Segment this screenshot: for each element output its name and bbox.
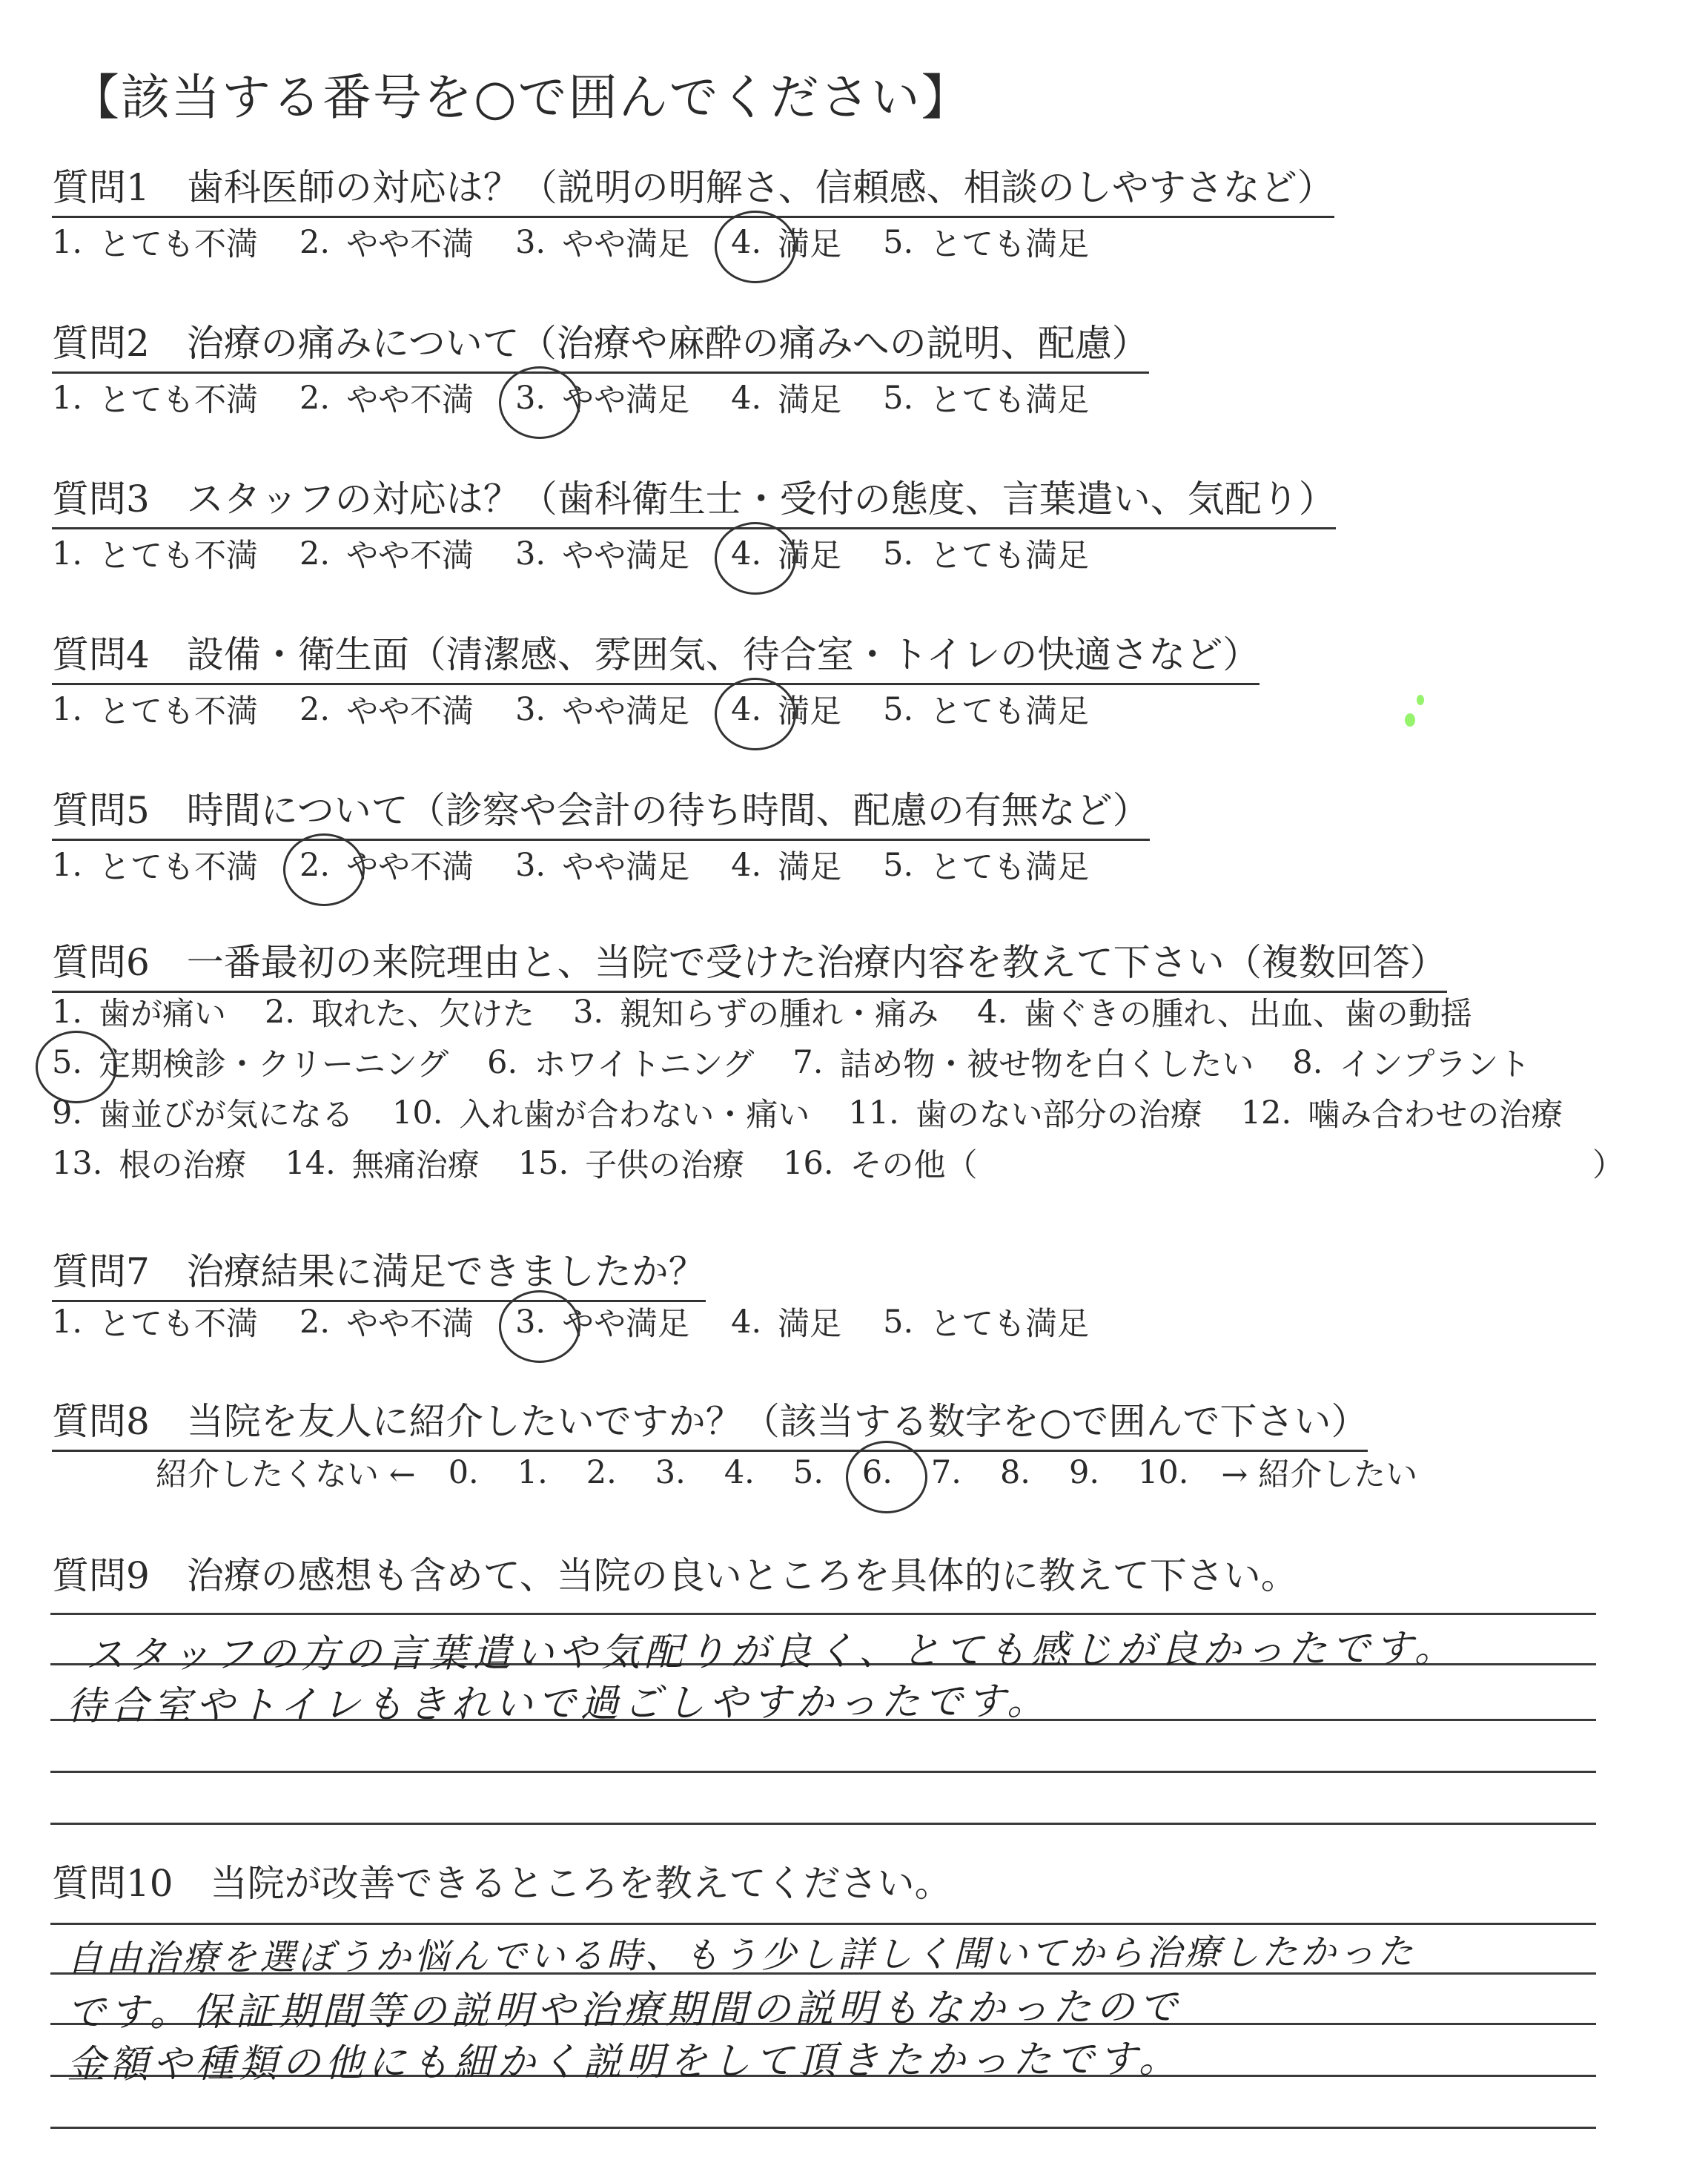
selection-circle: 4. xyxy=(731,535,762,572)
q9-answer-line-2[interactable]: 待合室やトイレもきれいで過ごしやすかったです。 xyxy=(66,1679,1050,1729)
option-4[interactable]: 4. 満足 xyxy=(731,846,842,886)
question-6-row-2 xyxy=(52,1040,1530,1085)
option-4[interactable]: 4. 満足 xyxy=(731,1303,842,1343)
q6-option-4[interactable]: 4. 歯ぐきの腫れ、出血、歯の動揺 xyxy=(977,993,1472,1033)
option-1[interactable]: 1. とても不満 xyxy=(52,846,259,886)
score-0[interactable]: 0. xyxy=(448,1453,479,1491)
scale-left-label: 紹介したくない ← xyxy=(156,1456,416,1493)
instruction-heading: 【該当する番号を○で囲んでください】 xyxy=(70,69,972,126)
option-4[interactable]: 4. 満足 xyxy=(731,535,842,575)
option-2[interactable]: 2. やや不満 xyxy=(299,223,474,263)
option-5[interactable]: 5. とても満足 xyxy=(883,846,1090,886)
selection-circle: 3. xyxy=(515,379,546,417)
q10-answer-line-3[interactable]: 金額や種類の他にも細かく説明をして頂きたかったです。 xyxy=(66,2037,1182,2087)
score-6[interactable] xyxy=(862,1454,893,1491)
question-5-options xyxy=(52,842,1089,888)
option-2[interactable]: 2. やや不満 xyxy=(299,846,474,886)
score-3[interactable]: 3. xyxy=(655,1453,686,1491)
question-4-options xyxy=(52,687,1089,732)
answer-line xyxy=(50,1823,1596,1825)
highlighter-spot xyxy=(1405,713,1415,727)
option-1[interactable]: 1. とても不満 xyxy=(52,379,259,419)
selection-circle: 3. xyxy=(515,1303,546,1341)
option-3[interactable]: 3. やや満足 xyxy=(515,690,690,730)
score-2[interactable]: 2. xyxy=(586,1453,617,1491)
option-5[interactable]: 5. とても満足 xyxy=(883,535,1090,575)
score-7[interactable]: 7. xyxy=(930,1453,961,1491)
question-1-heading: 質問1 歯科医師の対応は？（説明の明解さ、信頼感、相談のしやすさなど） xyxy=(52,158,1334,218)
score-5[interactable]: 5. xyxy=(792,1453,824,1491)
option-3[interactable]: 3. やや満足 xyxy=(515,1303,690,1343)
question-5-heading: 質問5 時間について（診察や会計の待ち時間、配慮の有無など） xyxy=(52,781,1150,841)
answer-line xyxy=(50,1613,1596,1615)
option-5[interactable]: 5. とても満足 xyxy=(883,223,1090,263)
question-7-heading: 質問7 治療結果に満足できましたか？ xyxy=(52,1242,706,1302)
q6-option-10[interactable]: 10. 入れ歯が合わない・痛い xyxy=(392,1094,810,1134)
q10-answer-line-1[interactable]: 自由治療を選ぼうか悩んでいる時、もう少し詳しく聞いてから治療したかった xyxy=(66,1931,1417,1980)
selection-circle: 5. xyxy=(52,1043,83,1081)
score-8[interactable]: 8. xyxy=(999,1453,1030,1491)
question-10-heading: 質問10 当院が改善できるところを教えてください。 xyxy=(52,1862,952,1905)
q6-option-14[interactable]: 14. 無痛治療 xyxy=(285,1144,480,1184)
question-8-scale xyxy=(156,1450,1417,1495)
answer-line xyxy=(50,2127,1596,2129)
q6-option-9[interactable]: 9. 歯並びが気になる xyxy=(52,1094,354,1134)
option-5[interactable]: 5. とても満足 xyxy=(883,1303,1090,1343)
option-3[interactable]: 3. やや満足 xyxy=(515,379,690,419)
answer-line xyxy=(50,1771,1596,1773)
option-3[interactable]: 3. やや満足 xyxy=(515,223,690,263)
option-2[interactable]: 2. やや不満 xyxy=(299,535,474,575)
question-9-heading: 質問9 治療の感想も含めて、当院の良いところを具体的に教えて下さい。 xyxy=(52,1554,1298,1597)
option-1[interactable]: 1. とても不満 xyxy=(52,223,259,263)
q6-option-13[interactable]: 13. 根の治療 xyxy=(52,1144,247,1184)
q6-option-3[interactable]: 3. 親知らずの腫れ・痛み xyxy=(573,993,939,1033)
option-4[interactable]: 4. 満足 xyxy=(731,690,842,730)
other-close-paren: ） xyxy=(1592,1147,1624,1184)
option-3[interactable]: 3. やや満足 xyxy=(515,846,690,886)
q6-option-1[interactable]: 1. 歯が痛い xyxy=(52,993,227,1033)
question-2-heading: 質問2 治療の痛みについて（治療や麻酔の痛みへの説明、配慮） xyxy=(52,314,1149,374)
option-2[interactable]: 2. やや不満 xyxy=(299,379,474,419)
question-7-options xyxy=(52,1299,1089,1344)
option-5[interactable]: 5. とても満足 xyxy=(883,379,1090,419)
question-6-heading: 質問6 一番最初の来院理由と、当院で受けた治療内容を教えて下さい（複数回答） xyxy=(52,933,1447,993)
question-1-options xyxy=(52,219,1089,265)
question-8-heading: 質問8 当院を友人に紹介したいですか？（該当する数字を○で囲んで下さい） xyxy=(52,1392,1368,1452)
question-3-heading: 質問3 スタッフの対応は？（歯科衛生士・受付の態度、言葉遣い、気配り） xyxy=(52,469,1336,529)
question-4-heading: 質問4 設備・衛生面（清潔感、雰囲気、待合室・トイレの快適さなど） xyxy=(52,625,1260,685)
score-1[interactable]: 1. xyxy=(517,1453,548,1491)
option-2[interactable]: 2. やや不満 xyxy=(299,1303,474,1343)
question-6-row-1 xyxy=(52,989,1472,1034)
q6-option-2[interactable]: 2. 取れた、欠けた xyxy=(265,993,535,1033)
option-1[interactable]: 1. とても不満 xyxy=(52,535,259,575)
option-1[interactable]: 1. とても不満 xyxy=(52,1303,259,1343)
q6-option-12[interactable]: 12. 噛み合わせの治療 xyxy=(1240,1094,1563,1134)
option-5[interactable]: 5. とても満足 xyxy=(883,690,1090,730)
question-2-options xyxy=(52,375,1089,420)
q6-option-5[interactable]: 5. 定期検診・クリーニング xyxy=(52,1043,449,1083)
q6-option-16[interactable]: 16. その他（ xyxy=(783,1144,978,1184)
question-6-row-3 xyxy=(52,1090,1563,1135)
q6-option-15[interactable]: 15. 子供の治療 xyxy=(517,1144,745,1184)
score-4[interactable]: 4. xyxy=(724,1453,755,1491)
score-10[interactable]: 10. xyxy=(1138,1453,1189,1491)
selection-circle: 4. xyxy=(731,223,762,261)
highlighter-spot xyxy=(1417,695,1424,705)
question-3-options xyxy=(52,531,1089,576)
q6-option-6[interactable]: 6. ホワイトニング xyxy=(487,1043,755,1083)
q6-option-11[interactable]: 11. 歯のない部分の治療 xyxy=(848,1094,1202,1134)
question-6-row-4 xyxy=(52,1140,978,1186)
option-3[interactable]: 3. やや満足 xyxy=(515,535,690,575)
selection-circle: 4. xyxy=(731,690,762,728)
q10-answer-line-2[interactable]: です。保証期間等の説明や治療期間の説明もなかったので xyxy=(66,1985,1182,2035)
score-9[interactable]: 9. xyxy=(1068,1453,1100,1491)
option-4[interactable]: 4. 満足 xyxy=(731,223,842,263)
option-1[interactable]: 1. とても不満 xyxy=(52,690,259,730)
selection-circle: 6. xyxy=(861,1453,893,1491)
option-2[interactable]: 2. やや不満 xyxy=(299,690,474,730)
q9-answer-line-1[interactable]: スタッフの方の言葉遣いや気配りが良く、とても感じが良かったです。 xyxy=(85,1626,1457,1678)
q6-option-8[interactable]: 8. インプラント xyxy=(1292,1043,1531,1083)
q6-option-7[interactable]: 7. 詰め物・被せ物を白くしたい xyxy=(792,1043,1254,1083)
option-4[interactable]: 4. 満足 xyxy=(731,379,842,419)
scale-right-label: → 紹介したい xyxy=(1221,1456,1418,1493)
selection-circle: 2. xyxy=(299,846,331,884)
